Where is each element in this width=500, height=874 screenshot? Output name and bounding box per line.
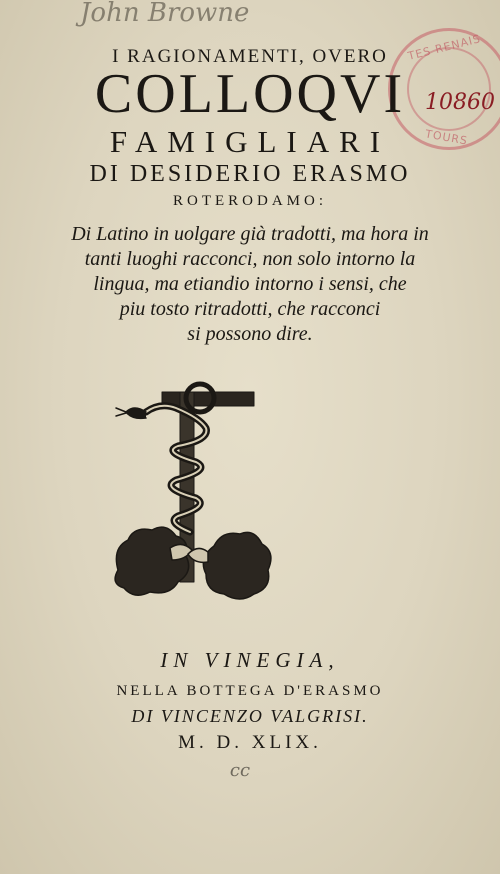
accession-number: 10860	[425, 90, 495, 115]
title-line-3: FAMIGLIARI	[109, 124, 391, 159]
title-line-2: COLLOQVI	[94, 63, 406, 125]
title-line-1: I RAGIONAMENTI, OVERO	[112, 46, 388, 67]
subtitle-line: tanti luoghi racconci, non solo intorno la	[84, 248, 416, 270]
title-line-5: ROTERODAMO:	[172, 193, 327, 209]
title-line-4: DI DESIDERIO ERASMO	[89, 161, 411, 187]
imprint-printer: DI VINCENZO VALGRISI.	[131, 706, 369, 726]
stamp-text-top: TES RENAIS	[406, 32, 483, 63]
subtitle-line: piu tosto ritradotti, che racconci	[119, 298, 381, 320]
stamp-text-bottom: TOURS	[424, 127, 469, 148]
subtitle-line: Di Latino in uolgare già tradotti, ma hora in	[71, 223, 429, 245]
imprint-place: IN VINEGIA,	[160, 648, 340, 672]
pencil-mark: cc	[229, 760, 251, 781]
imprint-shop: NELLA BOTTEGA D'ERASMO	[116, 683, 384, 699]
subtitle-line: lingua, ma etiandio intorno i sensi, che	[93, 273, 407, 295]
subtitle-line: si possono dire.	[187, 323, 313, 345]
imprint-year: M. D. XLIX.	[178, 732, 322, 753]
owner-signature: John Browne	[80, 0, 250, 28]
